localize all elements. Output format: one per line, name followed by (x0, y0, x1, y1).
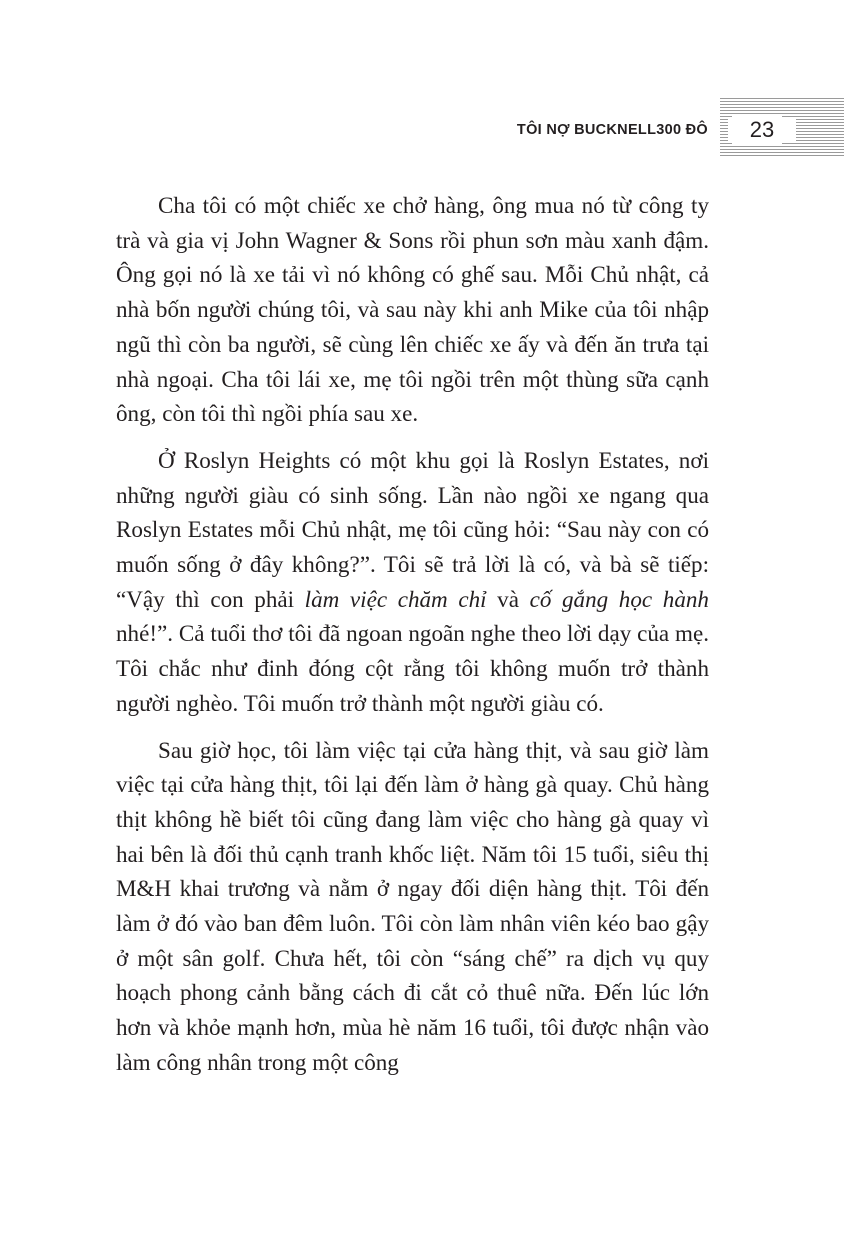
text-segment: Cha tôi có một chiếc xe chở hàng, ông mua nó từ công ty trà và gia vị John Wagner & Sons rồi phun sơn màu xanh đậm. Ông gọi nó là xe tải vì nó không có ghế sau. Mỗi Chủ nhật, cả nhà bốn người chúng tôi, và sau này khi anh Mike của tôi nhập ngũ thì còn ba người, sẽ cùng lên chiếc xe ấy và đến ăn trưa tại nhà ngoại. Cha tôi lái xe, mẹ tôi ngồi trên một thùng sữa cạnh ông, còn tôi thì ngồi phía sau xe. (116, 192, 709, 427)
text-segment: nhé!”. Cả tuổi thơ tôi đã ngoan ngoãn nghe theo lời dạy của mẹ. Tôi chắc như đinh đóng cột rằng tôi không muốn trở thành người nghèo. Tôi muốn trở thành một người giàu có. (116, 620, 709, 716)
page-number: 23 (728, 117, 796, 143)
text-segment: Ở Roslyn Heights có một khu gọi là Roslyn Estates, nơi những người giàu có sinh sống. Lần nào ngồi xe ngang qua Roslyn Estates mỗi Chủ nhật, mẹ tôi cũng hỏi: “Sau này con có muốn sống ở đây không?”. Tôi sẽ trả lời là có, và bà sẽ tiếp: “Vậy thì con phải (116, 446, 709, 612)
paragraph (116, 188, 709, 431)
emphasis-text: làm việc chăm chỉ (304, 585, 487, 612)
text-segment: và (486, 585, 530, 612)
running-header-title: TÔI NỢ BUCKNELL300 ĐÔ (516, 122, 708, 138)
paragraph (116, 733, 709, 1080)
emphasis-text: cố gắng học hành (529, 585, 709, 612)
body-text (116, 188, 709, 1092)
text-segment: Sau giờ học, tôi làm việc tại cửa hàng thịt, và sau giờ làm việc tại cửa hàng thịt, tôi lại đến làm ở hàng gà quay. Chủ hàng thịt không hề biết tôi cũng đang làm việc cho hàng gà quay vì hai bên là đối thủ cạnh tranh khốc liệt. Năm tôi 15 tuổi, siêu thị M&H khai trương và nằm ở ngay đối diện hàng thịt. Tôi đến làm ở đó vào ban đêm luôn. Tôi còn làm nhân viên kéo bao gậy ở một sân golf. Chưa hết, tôi còn “sáng chế” ra dịch vụ quy hoạch phong cảnh bằng cách đi cắt cỏ thuê nữa. Đến lúc lớn hơn và khỏe mạnh hơn, mùa hè năm 16 tuổi, tôi được nhận vào làm công nhân trong một công (116, 736, 709, 1075)
paragraph (116, 443, 709, 721)
